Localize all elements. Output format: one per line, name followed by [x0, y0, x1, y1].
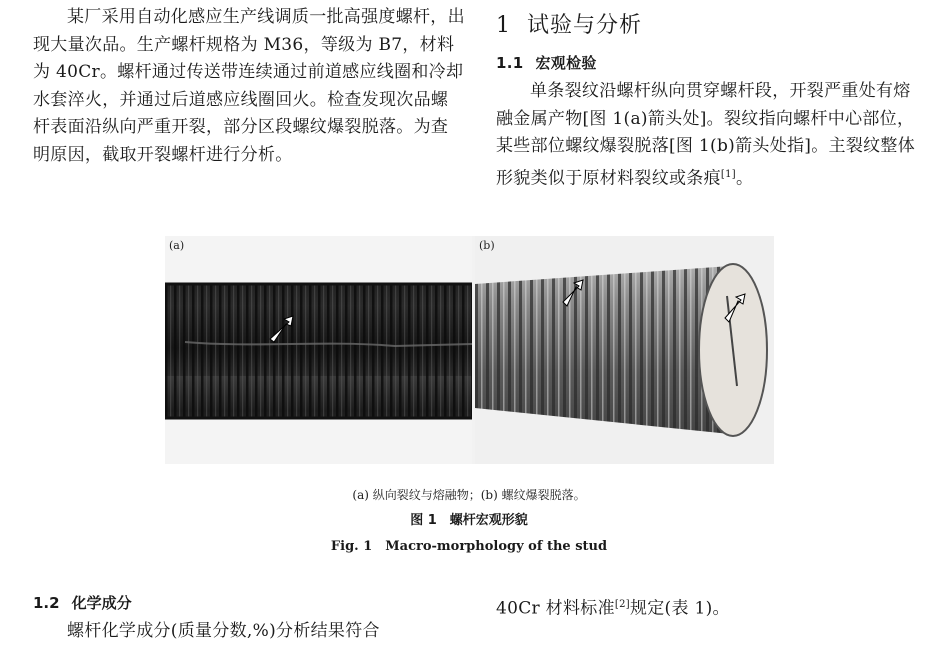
intro-paragraph-column [33, 4, 465, 170]
threaded-rod-photo-b [475, 236, 774, 464]
section-1-2-body: 螺杆化学成分(质量分数,%)分析结果符合 [67, 621, 380, 641]
intro-paragraph: 某厂采用自动化感应生产线调质一批高强度螺杆，出现大量次品。生产螺杆规格为 M36，等级为 B7，材料为 40Cr。螺杆通过传送带连续通过前道感应线圈和冷却水套淬火，并通过后道感应线圈回火。检查发现次品螺杆表面沿纵向严重开裂，部分区段螺纹爆裂脱落。为查明原因，截取开裂螺杆进行分析。 [33, 7, 465, 165]
figure-panel-b [475, 236, 774, 464]
section-1-2-cont-text-end: 规定(表 1)。 [629, 598, 730, 619]
section-1-title: 试验与分析 [527, 13, 643, 38]
section-1-2-continuation [496, 591, 730, 623]
section-1-column [496, 4, 916, 193]
section-1-1-heading [496, 48, 916, 78]
section-1-1-text-end: 。 [735, 168, 754, 189]
section-1-1-title: 宏观检验 [535, 54, 597, 72]
citation-ref-1: [1] [720, 168, 736, 180]
figure-1 [165, 236, 774, 464]
section-1-1-body [496, 78, 916, 193]
citation-ref-2: [2] [614, 599, 630, 610]
section-1-2-heading [33, 588, 465, 618]
threaded-rod-photo-a [165, 236, 472, 464]
section-1-1-text: 单条裂纹沿螺杆纵向贯穿螺杆段，开裂严重处有熔融金属产物[图 1(a)箭头处]。裂纹指向螺杆中心部位，某些部位螺纹爆裂脱落[图 1(b)箭头处指]。主裂纹整体形貌类似于原材料裂纹或条痕 [496, 81, 916, 189]
section-1-2-title: 化学成分 [71, 594, 132, 612]
figure-panel-a [165, 236, 472, 464]
figure-caption-cn: 图 1 螺杆宏观形貌 [410, 513, 528, 528]
section-1-2 [33, 588, 465, 645]
panel-a-label: (a) [169, 239, 185, 252]
section-1-number: 1 [496, 13, 511, 38]
section-1-1-number: 1.1 [496, 54, 524, 72]
figure-subcaption: (a) 纵向裂纹与熔融物；(b) 螺纹爆裂脱落。 [352, 488, 586, 502]
panel-b-label: (b) [479, 239, 495, 252]
section-1-2-cont-text: 40Cr 材料标准 [496, 598, 615, 619]
figure-caption-en: Fig. 1 Macro-morphology of the stud [330, 539, 608, 554]
section-1-2-number: 1.2 [33, 594, 60, 612]
section-1-heading [496, 4, 916, 48]
